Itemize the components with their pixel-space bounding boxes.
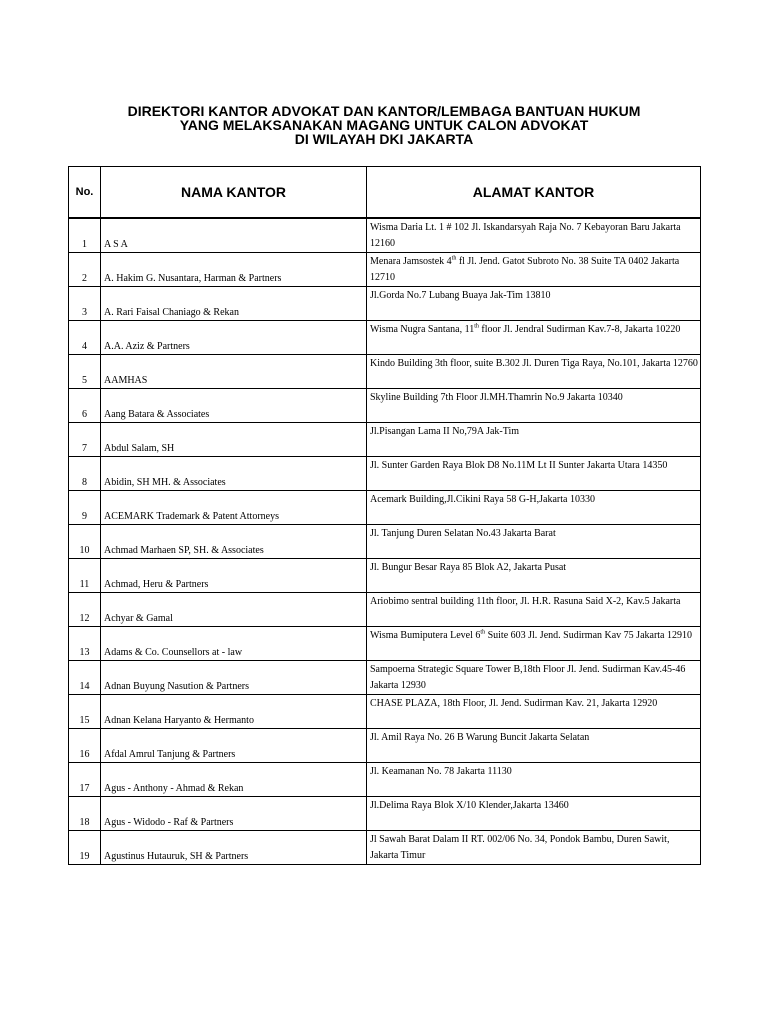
row-number: 7 <box>69 423 101 457</box>
office-name: Afdal Amrul Tanjung & Partners <box>101 729 367 763</box>
table-row <box>69 253 701 287</box>
address-text: Menara Jamsostek 4 <box>370 256 452 267</box>
office-address: Jl.Gorda No.7 Lubang Buaya Jak-Tim 13810 <box>367 287 701 321</box>
office-address: Jl. Tanjung Duren Selatan No.43 Jakarta Barat <box>367 525 701 559</box>
office-name: ACEMARK Trademark & Patent Attorneys <box>101 491 367 525</box>
office-address: Jl.Pisangan Lama II No,79A Jak-Tim <box>367 423 701 457</box>
table-row <box>69 593 701 627</box>
office-address: Jl. Sunter Garden Raya Blok D8 No.11M Lt II Sunter Jakarta Utara 14350 <box>367 457 701 491</box>
table-row <box>69 763 701 797</box>
office-name: A. Hakim G. Nusantara, Harman & Partners <box>101 253 367 287</box>
address-superscript: th <box>480 629 486 636</box>
office-address: Jl. Amil Raya No. 26 B Warung Buncit Jakarta Selatan <box>367 729 701 763</box>
row-number: 6 <box>69 389 101 423</box>
table-row <box>69 491 701 525</box>
row-number: 2 <box>69 253 101 287</box>
office-address: Kindo Building 3th floor, suite B.302 Jl. Duren Tiga Raya, No.101, Jakarta 12760 <box>367 355 701 389</box>
table-row <box>69 389 701 423</box>
address-superscript: th <box>451 255 457 262</box>
row-number: 5 <box>69 355 101 389</box>
office-name: Abidin, SH MH. & Associates <box>101 457 367 491</box>
table-row <box>69 729 701 763</box>
office-name: Achyar & Gamal <box>101 593 367 627</box>
office-name: Adnan Buyung Nasution & Partners <box>101 661 367 695</box>
row-number: 13 <box>69 627 101 661</box>
row-number: 11 <box>69 559 101 593</box>
table-row <box>69 661 701 695</box>
row-number: 17 <box>69 763 101 797</box>
row-number: 1 <box>69 218 101 253</box>
directory-table <box>68 166 701 865</box>
office-address <box>367 321 701 355</box>
address-text: Wisma Bumiputera Level 6 <box>370 630 481 641</box>
table-row <box>69 695 701 729</box>
table-row <box>69 457 701 491</box>
office-address <box>367 627 701 661</box>
header-no: No. <box>69 167 101 219</box>
table-row <box>69 627 701 661</box>
office-name: Achmad, Heru & Partners <box>101 559 367 593</box>
office-name: Adams & Co. Counsellors at - law <box>101 627 367 661</box>
office-address: Skyline Building 7th Floor Jl.MH.Thamrin No.9 Jakarta 10340 <box>367 389 701 423</box>
table-row <box>69 525 701 559</box>
header-address: ALAMAT KANTOR <box>367 167 701 219</box>
office-name: Agustinus Hutauruk, SH & Partners <box>101 831 367 865</box>
office-name: A. Rari Faisal Chaniago & Rekan <box>101 287 367 321</box>
office-address: Jl. Bungur Besar Raya 85 Blok A2, Jakarta Pusat <box>367 559 701 593</box>
row-number: 14 <box>69 661 101 695</box>
row-number: 18 <box>69 797 101 831</box>
title-line-2: YANG MELAKSANAKAN MAGANG UNTUK CALON ADVOKAT <box>179 117 589 133</box>
row-number: 3 <box>69 287 101 321</box>
office-name: A.A. Aziz & Partners <box>101 321 367 355</box>
table-row <box>69 321 701 355</box>
office-address: CHASE PLAZA, 18th Floor, Jl. Jend. Sudirman Kav. 21, Jakarta 12920 <box>367 695 701 729</box>
address-text: fl Jl. Jend. Gatot Subroto No. 38 Suite TA 0402 Jakarta 12710 <box>370 256 680 283</box>
row-number: 8 <box>69 457 101 491</box>
title-line-3: DI WILAYAH DKI JAKARTA <box>294 131 474 147</box>
address-text: floor Jl. Jendral Sudirman Kav.7-8, Jakarta 10220 <box>478 324 681 335</box>
office-name: A S A <box>101 218 367 253</box>
office-name: Achmad Marhaen SP, SH. & Associates <box>101 525 367 559</box>
office-address: Jl.Delima Raya Blok X/10 Klender,Jakarta 13460 <box>367 797 701 831</box>
row-number: 12 <box>69 593 101 627</box>
title-line-1: DIREKTORI KANTOR ADVOKAT DAN KANTOR/LEMBAGA BANTUAN HUKUM <box>127 103 641 119</box>
row-number: 4 <box>69 321 101 355</box>
table-row <box>69 831 701 865</box>
row-number: 15 <box>69 695 101 729</box>
office-name: Aang Batara & Associates <box>101 389 367 423</box>
office-name: Adnan Kelana Haryanto & Hermanto <box>101 695 367 729</box>
table-row <box>69 423 701 457</box>
address-superscript: th <box>474 323 479 330</box>
office-name: Agus - Widodo - Raf & Partners <box>101 797 367 831</box>
office-name: AAMHAS <box>101 355 367 389</box>
table-header-row <box>69 167 701 219</box>
table-row <box>69 559 701 593</box>
table-row <box>69 218 701 253</box>
row-number: 19 <box>69 831 101 865</box>
office-address: Jl. Keamanan No. 78 Jakarta 11130 <box>367 763 701 797</box>
office-name: Agus - Anthony - Ahmad & Rekan <box>101 763 367 797</box>
table-row <box>69 287 701 321</box>
address-text: Suite 603 Jl. Jend. Sudirman Kav 75 Jakarta 12910 <box>485 630 692 641</box>
office-address: Sampoerna Strategic Square Tower B,18th Floor Jl. Jend. Sudirman Kav.45-46 Jakarta 12930 <box>367 661 701 695</box>
table-row <box>69 355 701 389</box>
row-number: 16 <box>69 729 101 763</box>
table-row <box>69 797 701 831</box>
row-number: 10 <box>69 525 101 559</box>
office-address: Acemark Building,Jl.Cikini Raya 58 G-H,Jakarta 10330 <box>367 491 701 525</box>
document-title <box>0 104 768 146</box>
address-text: Wisma Nugra Santana, 11 <box>370 324 475 335</box>
office-address: Ariobimo sentral building 11th floor, Jl. H.R. Rasuna Said X-2, Kav.5 Jakarta <box>367 593 701 627</box>
office-address: Jl Sawah Barat Dalam II RT. 002/06 No. 34, Pondok Bambu, Duren Sawit, Jakarta Timur <box>367 831 701 865</box>
header-name: NAMA KANTOR <box>101 167 367 219</box>
office-name: Abdul Salam, SH <box>101 423 367 457</box>
office-address: Wisma Daria Lt. 1 # 102 Jl. Iskandarsyah Raja No. 7 Kebayoran Baru Jakarta 12160 <box>367 218 701 253</box>
table-body <box>69 218 701 865</box>
office-address <box>367 253 701 287</box>
row-number: 9 <box>69 491 101 525</box>
